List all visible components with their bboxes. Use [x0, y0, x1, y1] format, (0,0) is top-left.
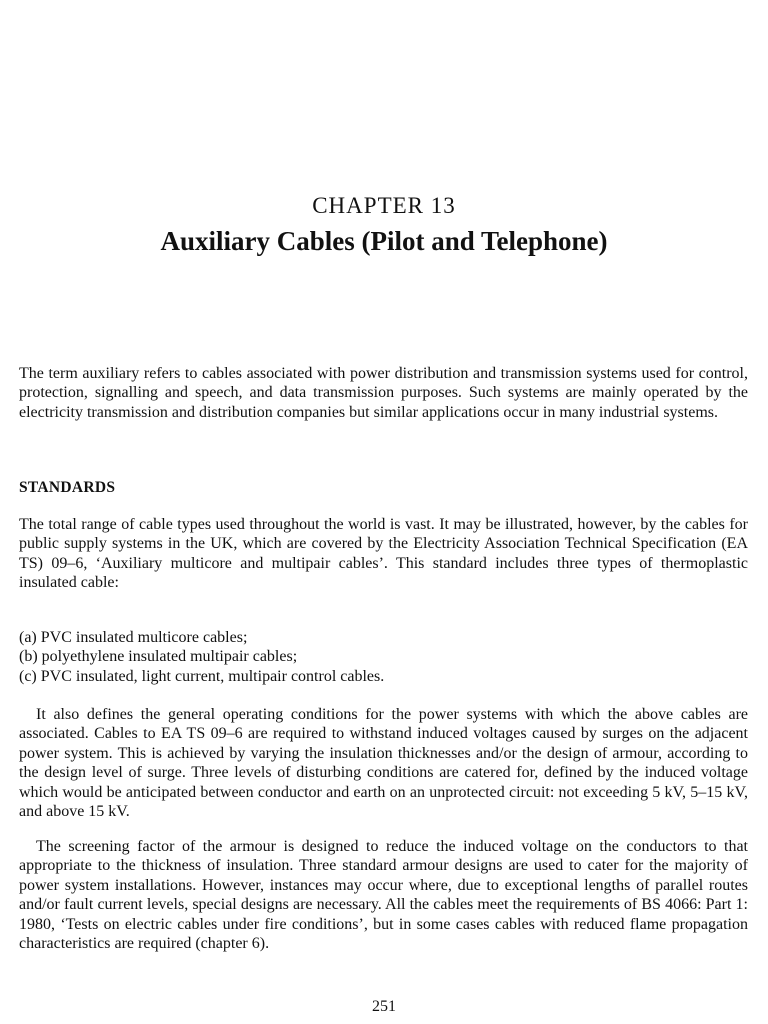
section-heading-standards: STANDARDS: [19, 479, 116, 496]
list-item: (b) polyethylene insulated multipair cables;: [19, 648, 298, 666]
cable-type-list: [19, 628, 748, 686]
list-item: (c) PVC insulated, light current, multipair control cables.: [19, 667, 385, 685]
intro-paragraph: The term auxiliary refers to cables associated with power distribution and transmission systems used for control, protection, signalling and speech, and data transmission purposes. Such systems are mainly operated by the electricity transmission and distribution companies but similar applications occur in many industrial systems.: [19, 365, 748, 421]
chapter-label: CHAPTER 13: [312, 193, 456, 218]
chapter-title: Auxiliary Cables (Pilot and Telephone): [160, 226, 608, 256]
list-item: (a) PVC insulated multicore cables;: [19, 629, 248, 646]
page-number: 251: [372, 998, 396, 1015]
standards-paragraph: The total range of cable types used throughout the world is vast. It may be illustrated, however, by the cables for public supply systems in the UK, which are covered by the Electricity Association Technical Specification (EA TS) 09–6, ‘Auxiliary multicore and multipair cables’. This standard includes three types of thermoplastic insulated cable:: [19, 516, 748, 592]
operating-conditions-paragraph: It also defines the general operating conditions for the power systems with which the above cables are associated. Cables to EA TS 09–6 are required to withstand induced voltages caused by surges on the adjacent power system. This is achieved by varying the insulation thicknesses and/or the design of armour, according to the design level of surge. Three levels of disturbing conditions are catered for, defined by the induced voltage which would be anticipated between conductor and earth on an unprotected circuit: not exceeding 5 kV, 5–15 kV, and above 15 kV.: [19, 706, 748, 821]
screening-factor-paragraph: The screening factor of the armour is designed to reduce the induced voltage on the conductors to that appropriate to the thickness of insulation. Three standard armour designs are used to cater for the majority of power system installations. However, instances may occur where, due to exceptional lengths of parallel routes and/or fault current levels, special designs are necessary. All the cables meet the requirements of BS 4066: Part 1: 1980, ‘Tests on electric cables under fire conditions’, but in some cases cables with reduced flame propagation characteristics are required (chapter 6).: [19, 838, 748, 953]
